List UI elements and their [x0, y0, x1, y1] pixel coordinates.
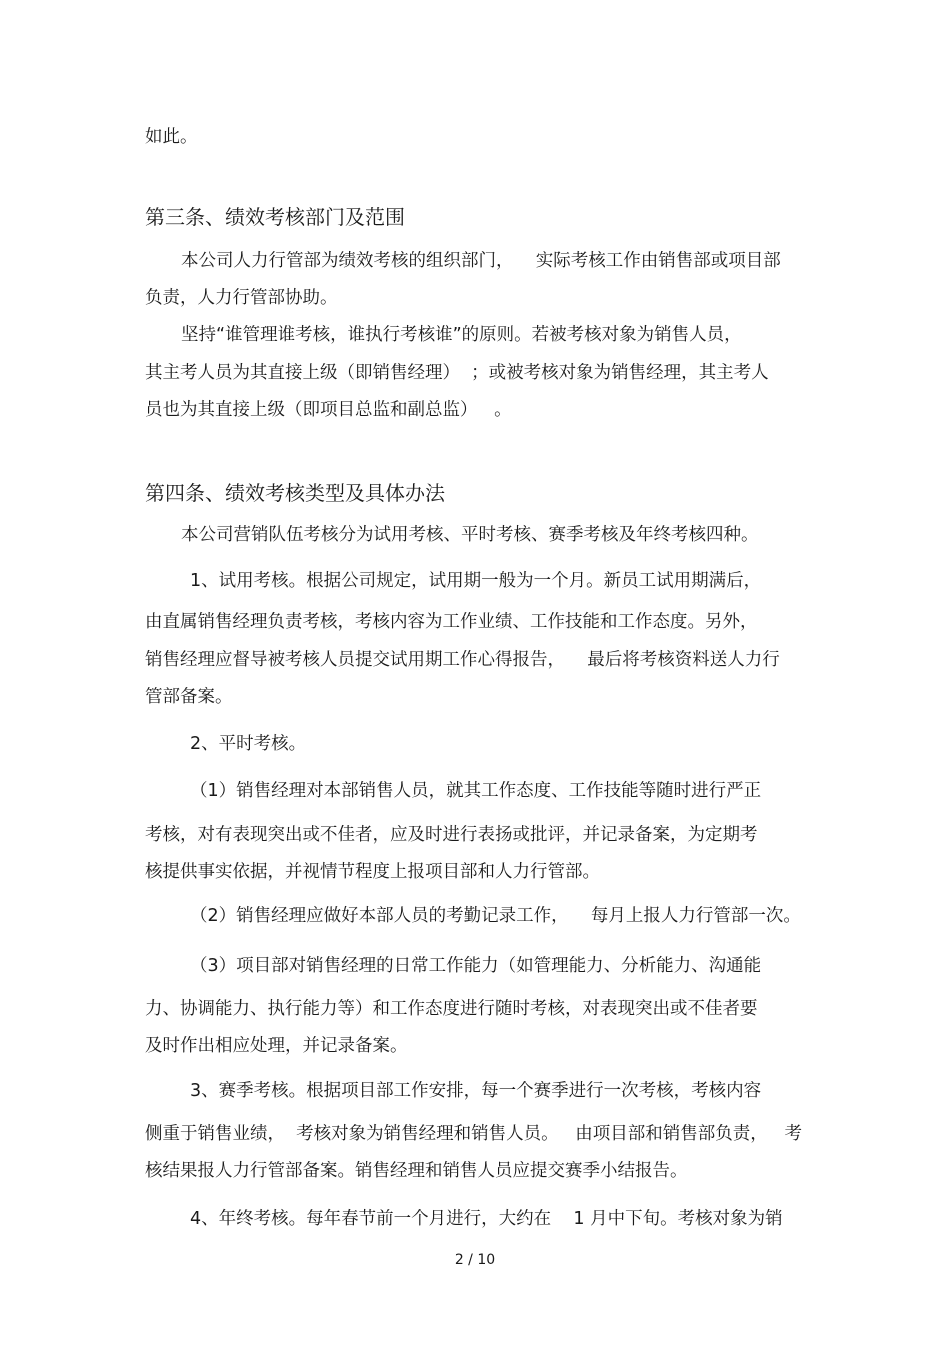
text-line: 核提供事实依据，并视情节程度上报项目部和人力行管部。	[145, 862, 600, 882]
text-line: 力、协调能力、执行能力等）和工作态度进行随时考核，对表现突出或不佳者要	[145, 999, 758, 1019]
text-line: 本公司营销队伍考核分为试用考核、平时考核、赛季考核及年终考核四种。	[181, 525, 759, 545]
text-line: 3、赛季考核。根据项目部工作安排，每一个赛季进行一次考核，考核内容	[190, 1081, 762, 1101]
text-line: 侧重于销售业绩， 考核对象为销售经理和销售人员。 由项目部和销售部负责， 考	[145, 1124, 802, 1144]
text-line: 4、年终考核。每年春节前一个月进行，大约在 1 月中下旬。考核对象为销	[190, 1209, 783, 1229]
text-line: 负责，人力行管部协助。	[145, 288, 338, 308]
section-heading-4: 第四条、绩效考核类型及具体办法	[145, 481, 445, 505]
text-line: 1、试用考核。根据公司规定，试用期一般为一个月。新员工试用期满后，	[190, 571, 762, 591]
text-line: （1）销售经理对本部销售人员，就其工作态度、工作技能等随时进行严正	[190, 781, 762, 801]
text-line: 员也为其直接上级（即项目总监和副总监） 。	[145, 400, 512, 420]
text-line: 考核，对有表现突出或不佳者，应及时进行表扬或批评，并记录备案，为定期考	[145, 825, 758, 845]
text-line: 由直属销售经理负责考核，考核内容为工作业绩、工作技能和工作态度。另外，	[145, 612, 758, 632]
text-line: 管部备案。	[145, 687, 233, 707]
text-line: 核结果报人力行管部备案。销售经理和销售人员应提交赛季小结报告。	[145, 1161, 688, 1181]
page-number: 2 / 10	[454, 1252, 496, 1268]
text-line: （2）销售经理应做好本部人员的考勤记录工作， 每月上报人力行管部一次。	[190, 906, 801, 926]
text-line: 如此。	[145, 127, 198, 147]
text-line: 销售经理应督导被考核人员提交试用期工作心得报告， 最后将考核资料送人力行	[145, 650, 780, 670]
text-line: 2、平时考核。	[190, 734, 307, 754]
text-line: 及时作出相应处理，并记录备案。	[145, 1036, 408, 1056]
text-line: 坚持“谁管理谁考核，谁执行考核谁”的原则。若被考核对象为销售人员，	[181, 325, 742, 345]
text-line: 其主考人员为其直接上级（即销售经理） ；或被考核对象为销售经理，其主考人	[145, 363, 769, 383]
section-heading-3: 第三条、绩效考核部门及范围	[145, 205, 405, 229]
text-line: 本公司人力行管部为绩效考核的组织部门， 实际考核工作由销售部或项目部	[181, 251, 781, 271]
text-line: （3）项目部对销售经理的日常工作能力（如管理能力、分析能力、沟通能	[190, 956, 762, 976]
